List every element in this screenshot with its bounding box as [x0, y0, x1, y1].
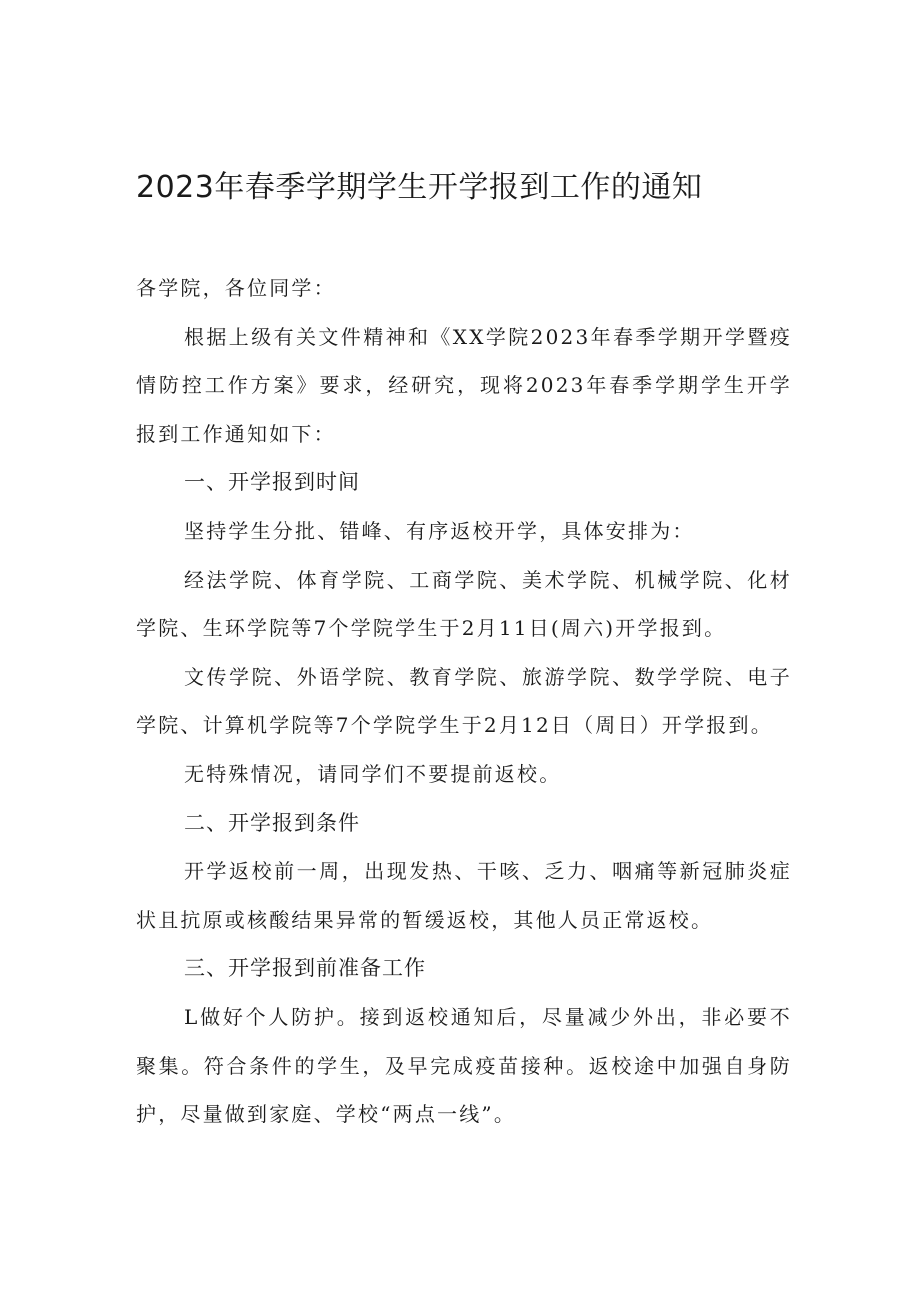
section-heading-report-time: 一、开学报到时间: [184, 470, 360, 495]
paragraph-personal-protection: L做好个人防护。接到返校通知后，尽量减少外出，非必要不聚集。符合条件的学生，及早完成疫苗接种。返校途中加强自身防护，尽量做到家庭、学校“两点一线”。: [136, 1004, 792, 1127]
section-heading-preparation: 三、开学报到前准备工作: [184, 956, 426, 981]
paragraph-arrangement: 坚持学生分批、错峰、有序返校开学，具体安排为：: [184, 518, 695, 543]
paragraph-conditions: 开学返校前一周，出现发热、干咳、乏力、咽痛等新冠肺炎症状且抗原或核酸结果异常的暂缓返校，其他人员正常返校。: [136, 859, 792, 932]
paragraph-no-early-return: 无特殊情况，请同学们不要提前返校。: [184, 761, 562, 786]
intro-paragraph: 根据上级有关文件精神和《XX学院2023年春季学期开学暨疫情防控工作方案》要求，经研究，现将2023年春季学期学生开学报到工作通知如下：: [136, 324, 792, 446]
document-title: 2023年春季学期学生开学报到工作的通知: [136, 170, 703, 205]
salutation: 各学院，各位同学：: [136, 276, 336, 300]
document-body: [136, 264, 792, 1139]
section-heading-report-conditions: 二、开学报到条件: [184, 810, 360, 835]
paragraph-second-batch: 文传学院、外语学院、教育学院、旅游学院、数学学院、电子学院、计算机学院等7个学院学生于2月12日（周日）开学报到。: [136, 664, 792, 738]
paragraph-first-batch: 经法学院、体育学院、工商学院、美术学院、机械学院、化材学院、生环学院等7个学院学生于2月11日(周六)开学报到。: [136, 567, 792, 641]
